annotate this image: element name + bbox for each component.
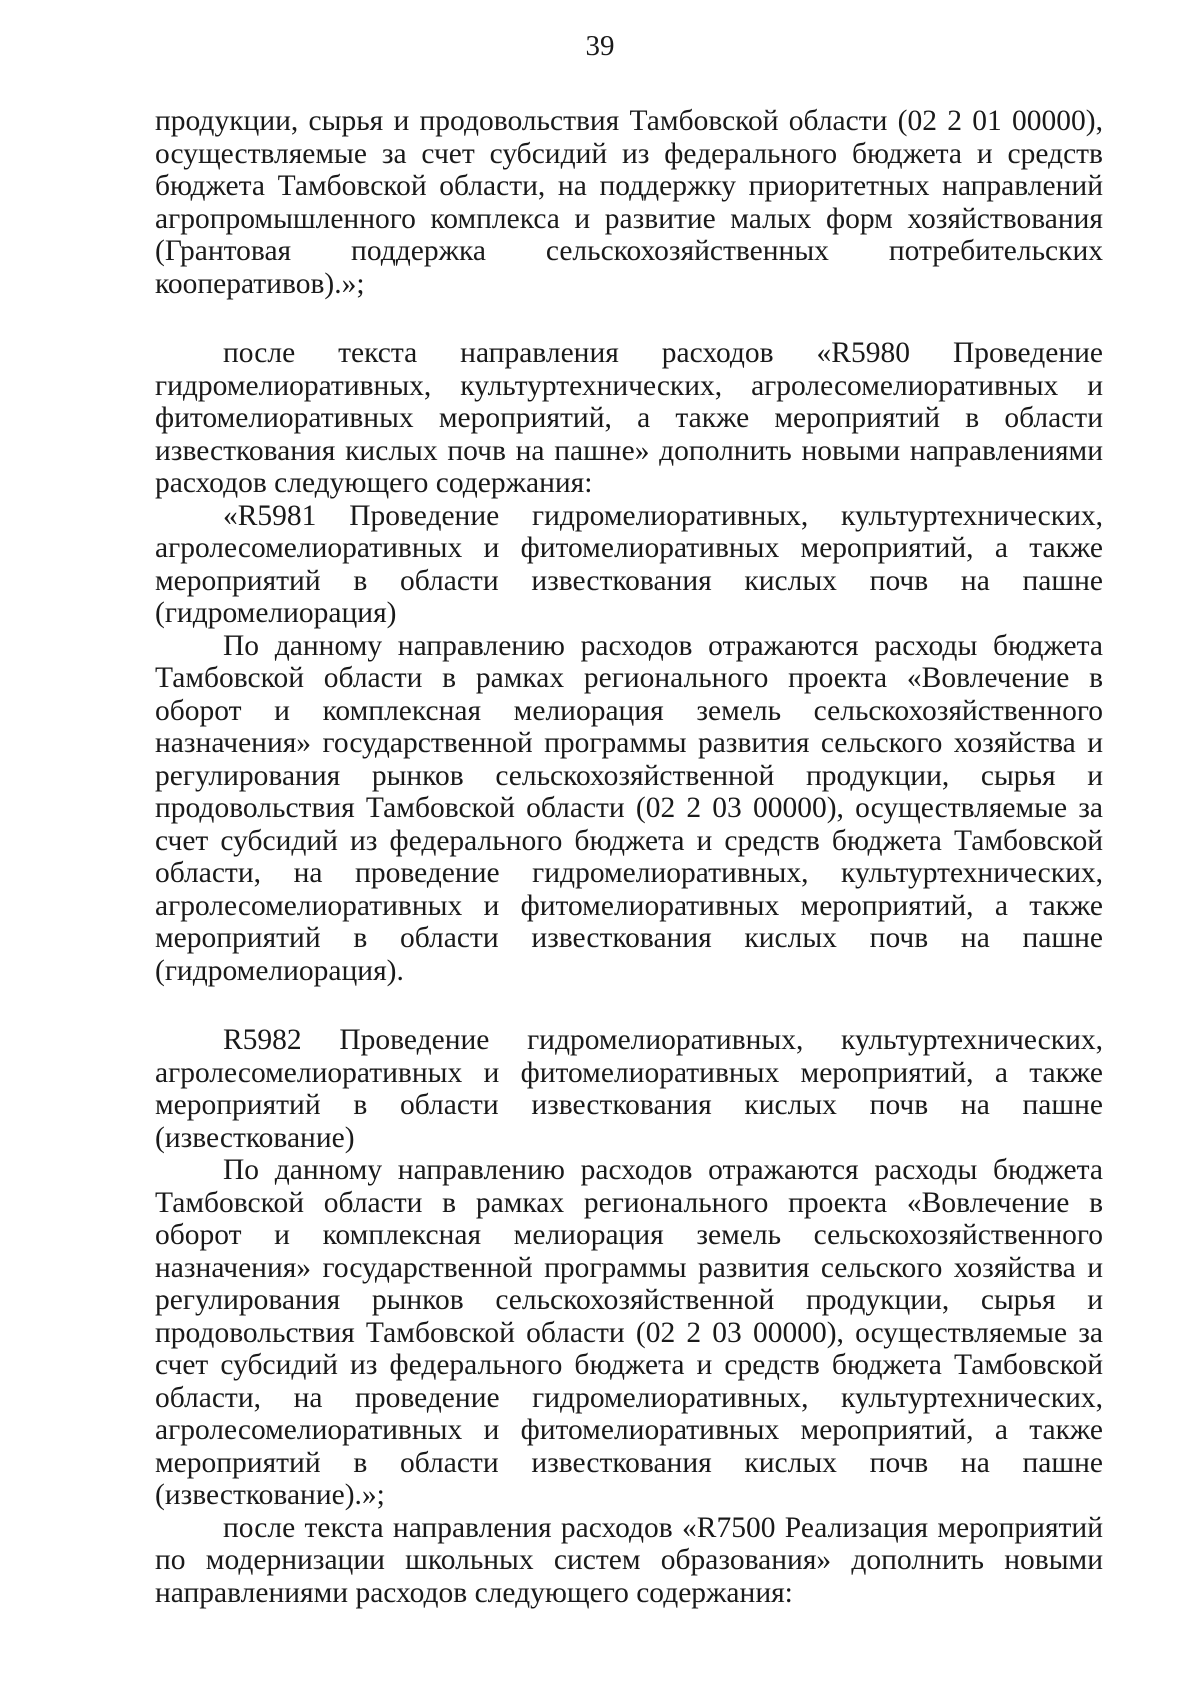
document-body (155, 105, 1103, 1609)
paragraph-continuation: продукции, сырья и продовольствия Тамбовской области (02 2 01 00000), осуществляемые за счет субсидий из федерального бюджета и средств бюджета Тамбовской области, на поддержку приоритетных направлений агропромышленного комплекса и развитие малых форм хозяйствования (Грантовая поддержка сельскохозяйственных потребительских кооперативов).»; (155, 105, 1103, 300)
paragraph-insert-after-r7500: после текста направления расходов «R7500 Реализация мероприятий по модернизации школьных систем образования» дополнить новыми направлениями расходов следующего содержания: (155, 1511, 1103, 1609)
paragraph-r5982-title: R5982 Проведение гидромелиоративных, культуртехнических, агролесомелиоративных и фитомелиоративных мероприятий, а также мероприятий в области известкования кислых почв на пашне (известкование) (155, 1024, 1103, 1154)
paragraph-r5981-title: «R5981 Проведение гидромелиоративных, культуртехнических, агролесомелиоративных и фитомелиоративных мероприятий, а также мероприятий в области известкования кислых почв на пашне (гидромелиорация) (155, 499, 1103, 629)
page-number: 39 (585, 30, 615, 62)
paragraph-insert-after-r5980: после текста направления расходов «R5980 Проведение гидромелиоративных, культуртехнических, агролесомелиоративных и фитомелиоративных мероприятий, а также мероприятий в области известкования кислых почв на пашне» дополнить новыми направлениями расходов следующего содержания: (155, 337, 1103, 499)
paragraph-r5981-description: По данному направлению расходов отражаются расходы бюджета Тамбовской области в рамках регионального проекта «Вовлечение в оборот и комплексная мелиорация земель сельскохозяйственного назначения» государственной программы развития сельского хозяйства и регулирования рынков сельскохозяйственной продукции, сырья и продовольствия Тамбовской области (02 2 03 00000), осуществляемые за счет субсидий из федерального бюджета и средств бюджета Тамбовской области, на проведение гидромелиоративных, культуртехнических, агролесомелиоративных и фитомелиоративных мероприятий, а также мероприятий в области известкования кислых почв на пашне (гидромелиорация). (155, 629, 1103, 987)
paragraph-r5982-description: По данному направлению расходов отражаются расходы бюджета Тамбовской области в рамках регионального проекта «Вовлечение в оборот и комплексная мелиорация земель сельскохозяйственного назначения» государственной программы развития сельского хозяйства и регулирования рынков сельскохозяйственной продукции, сырья и продовольствия Тамбовской области (02 2 03 00000), осуществляемые за счет субсидий из федерального бюджета и средств бюджета Тамбовской области, на проведение гидромелиоративных, культуртехнических, агролесомелиоративных и фитомелиоративных мероприятий, а также мероприятий в области известкования кислых почв на пашне (известкование).»; (155, 1154, 1103, 1511)
